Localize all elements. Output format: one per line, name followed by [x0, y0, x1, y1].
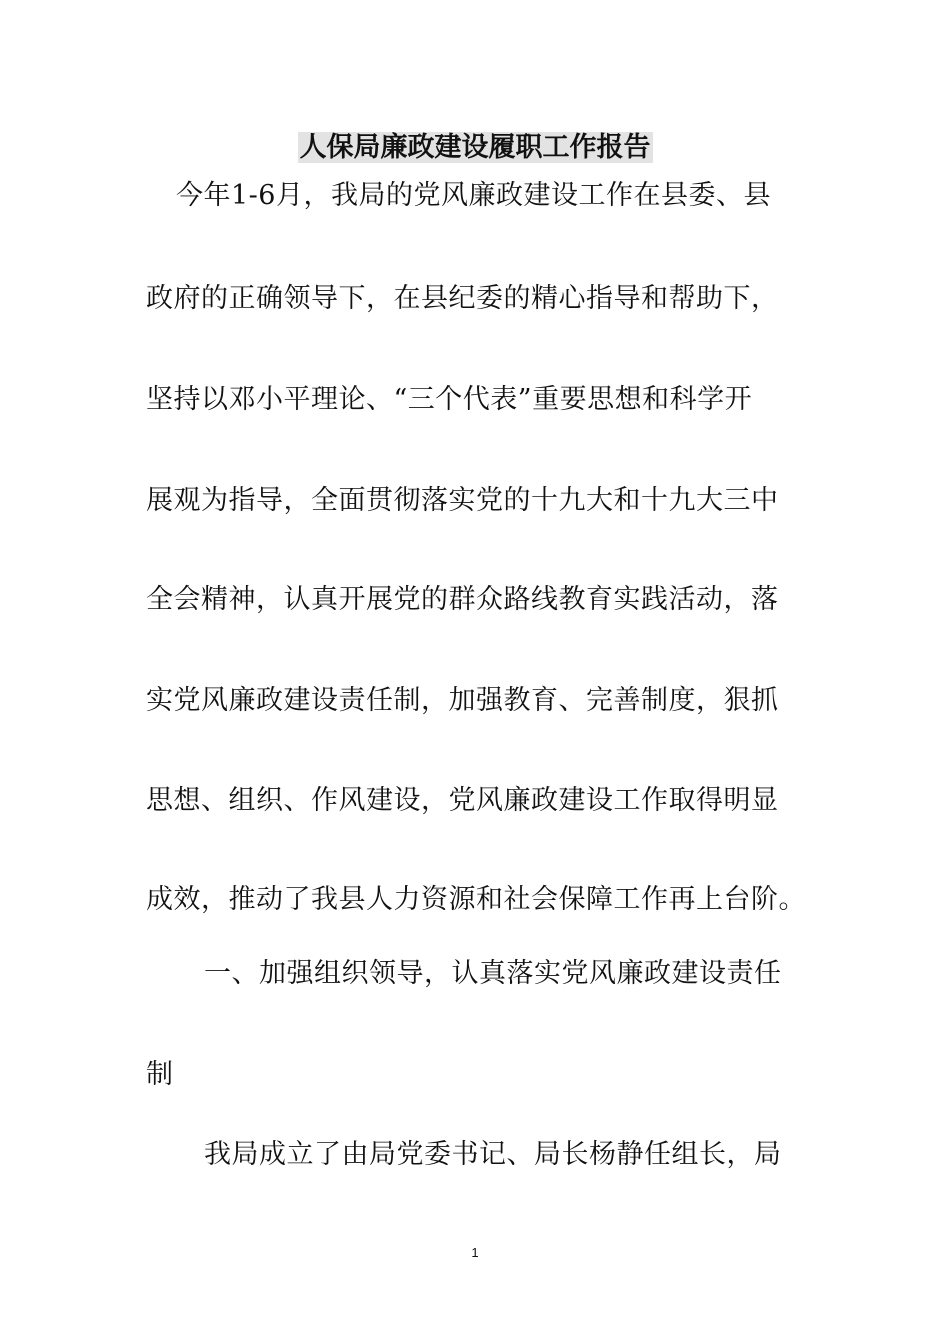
- section-heading-line: 制: [146, 1059, 174, 1090]
- body-line: 实党风廉政建设责任制，加强教育、完善制度，狠抓: [146, 685, 779, 716]
- body-line: 展观为指导，全面贯彻落实党的十九大和十九大三中: [146, 485, 779, 516]
- body-line: 思想、组织、作风建设，党风廉政建设工作取得明显: [146, 785, 779, 816]
- body-line: 政府的正确领导下，在县纪委的精心指导和帮助下，: [146, 283, 779, 314]
- body-line: 坚持以邓小平理论、“三个代表”重要思想和科学开: [146, 384, 753, 415]
- body-line: 今年1-6月，我局的党风廉政建设工作在县委、县: [176, 180, 771, 211]
- section-heading-line: 一、加强组织领导，认真落实党风廉政建设责任: [204, 958, 782, 989]
- body-line: 我局成立了由局党委书记、局长杨静任组长，局: [204, 1139, 782, 1170]
- body-line: 成效，推动了我县人力资源和社会保障工作再上台阶。: [146, 884, 806, 915]
- document-title: [0, 128, 950, 168]
- body-line: 全会精神，认真开展党的群众路线教育实践活动，落: [146, 584, 779, 615]
- document-title-text: 人保局廉政建设履职工作报告: [299, 132, 651, 163]
- page-number: 1: [471, 1245, 479, 1260]
